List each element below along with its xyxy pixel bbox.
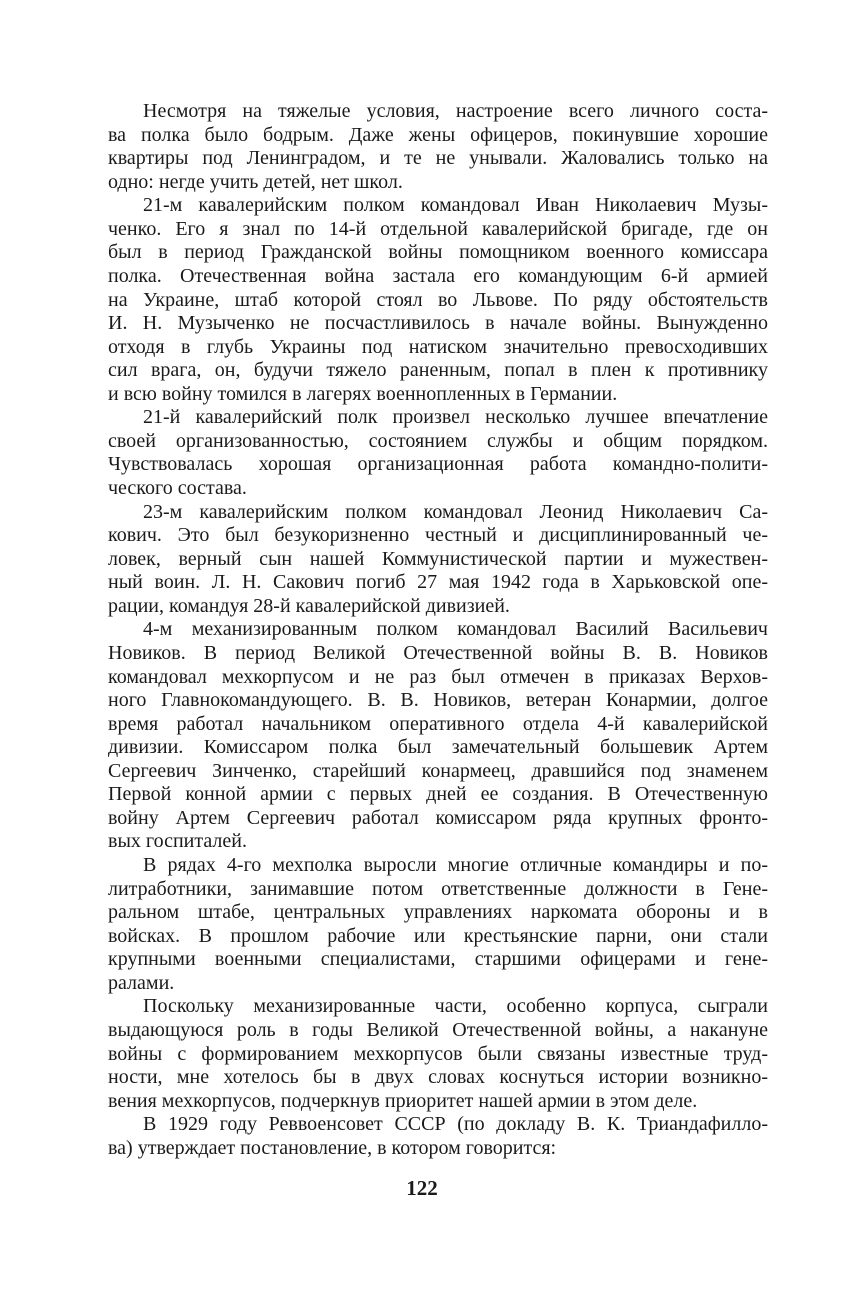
text-line: войны с формированием мехкорпусов были связаны известные труд- — [108, 1042, 768, 1065]
text-line: сил врага, он, будучи тяжело раненным, попал в плен к противнику — [108, 359, 768, 382]
page-body — [108, 100, 768, 1160]
text-line: Несмотря на тяжелые условия, настроение всего личного соста- — [143, 100, 768, 122]
text-line: кович. Это был безукоризненно честный и дисциплинированный че- — [108, 524, 768, 547]
text-line: 21-м кавалерийским полком командовал Иван Николаевич Музы- — [143, 194, 768, 217]
text-line: вения мехкорпусов, подчеркнув приоритет нашей армии в этом деле. — [108, 1089, 698, 1112]
paragraph — [108, 100, 768, 194]
text-line: ченко. Его я знал по 14-й отдельной кавалерийской бригаде, где он — [108, 217, 768, 240]
text-line: вых госпиталей. — [108, 830, 247, 853]
text-line: В рядах 4-го мехполка выросли многие отличные командиры и по- — [143, 854, 768, 876]
text-line: 23-м кавалерийским полком командовал Леонид Николаевич Са- — [143, 500, 768, 523]
text-line: И. Н. Музыченко не посчастливилось в начале войны. Вынужденно — [108, 312, 768, 335]
text-line: литработники, занимавшие потом ответственные должности в Гене- — [108, 877, 768, 900]
text-line: квартиры под Ленинградом, и те не унывали. Жаловались только на — [108, 147, 768, 170]
text-line: командовал мехкорпусом и не раз был отмечен в приказах Верхов- — [108, 665, 768, 688]
text-line: и всю войну томился в лагерях военнопленных в Германии. — [108, 382, 618, 405]
text-line: Первой конной армии с первых дней ее создания. В Отечественную — [108, 783, 768, 806]
text-line: В 1929 году Реввоенсовет СССР (по докладу В. К. Триандафилло- — [143, 1113, 768, 1136]
paragraph — [108, 995, 768, 1113]
text-line: Сергеевич Зинченко, старейший конармеец, дравшийся под знаменем — [108, 759, 768, 782]
text-line: ный воин. Л. Н. Сакович погиб 27 мая 1942 года в Харьковской опе- — [108, 571, 768, 594]
paragraph — [108, 618, 768, 854]
text-line: дивизии. Комиссаром полка был замечательный большевик Артем — [108, 736, 768, 759]
text-line: войну Артем Сергеевич работал комиссаром ряда крупных фронто- — [108, 806, 768, 829]
text-line: рации, командуя 28-й кавалерийской дивизией. — [108, 594, 510, 617]
text-line: одно: негде учить детей, нет школ. — [108, 170, 403, 193]
text-line: полка. Отечественная война застала его командующим 6-й армией — [108, 264, 768, 287]
paragraph — [108, 854, 768, 995]
paragraph — [108, 1113, 768, 1160]
text-line: ности, мне хотелось бы в двух словах коснуться истории возникно- — [108, 1066, 768, 1089]
text-line: ва полка было бодрым. Даже жены офицеров, покинувшие хорошие — [108, 123, 768, 146]
text-line: отходя в глубь Украины под натиском значительно превосходивших — [108, 335, 768, 358]
text-line: ралами. — [108, 971, 175, 994]
text-line: 21-й кавалерийский полк произвел несколько лучшее впечатление — [143, 406, 768, 429]
text-line: был в период Гражданской войны помощником военного комиссара — [108, 241, 768, 264]
text-line: Поскольку механизированные части, особенно корпуса, сыграли — [143, 995, 768, 1018]
text-line: Чувствовалась хорошая организационная работа командно-полити- — [108, 453, 768, 476]
text-line: ческого состава. — [108, 477, 247, 499]
text-line: ральном штабе, центральных управлениях наркомата обороны и в — [108, 901, 768, 924]
paragraph — [108, 501, 768, 619]
text-line: ва) утверждает постановление, в котором говорится: — [108, 1136, 557, 1159]
text-line: выдающуюся роль в годы Великой Отечественной войны, а накануне — [108, 1018, 768, 1041]
text-line: 4-м механизированным полком командовал Василий Васильевич — [143, 618, 768, 641]
page-number: 122 — [406, 1176, 438, 1200]
text-line: на Украине, штаб которой стоял во Львове. По ряду обстоятельств — [108, 288, 768, 311]
text-line: своей организованностью, состоянием службы и общим порядком. — [108, 429, 768, 452]
text-line: ного Главнокомандующего. В. В. Новиков, ветеран Конармии, долгое — [108, 689, 768, 712]
paragraph — [108, 406, 768, 500]
text-line: войсках. В прошлом рабочие или крестьянские парни, они стали — [108, 924, 768, 947]
text-line: время работал начальником оперативного отдела 4-й кавалерийской — [108, 712, 768, 735]
text-line: Новиков. В период Великой Отечественной войны В. В. Новиков — [108, 641, 768, 664]
text-line: крупными военными специалистами, старшими офицерами и гене- — [108, 948, 768, 971]
paragraph — [108, 194, 768, 406]
text-line: ловек, верный сын нашей Коммунистической партии и мужествен- — [108, 547, 768, 570]
